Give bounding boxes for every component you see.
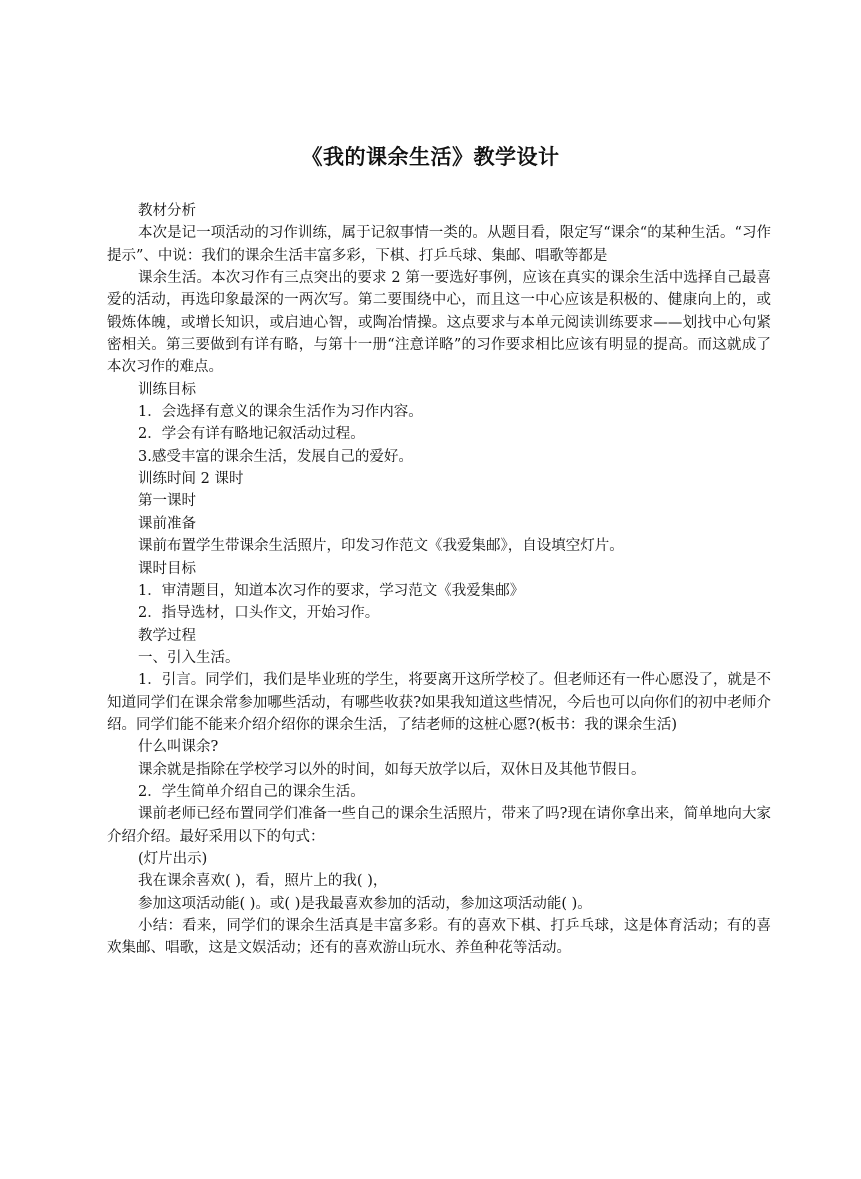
list-item: 1．审清题目，知道本次习作的要求，学习范文《我爱集邮》 [138, 582, 525, 599]
list-item: 2．学生简单介绍自己的课余生活。 [138, 783, 365, 800]
section-heading-lesson-goals: 课时目标 [138, 560, 196, 577]
paragraph: 1．引言。同学们，我们是毕业班的学生，将要离开这所学校了。但老师还有一件心愿没了，就是不知道同学们在课余常参加哪些活动，有哪些收获?如果我知道这些情况，今后也可以向你们的初中老师介绍。同学们能不能来介绍介绍你的课余生活，了结老师的这桩心愿?(板书：我的课余生活) [107, 672, 771, 733]
section-heading-textbook-analysis: 教材分析 [138, 203, 196, 219]
document-body [107, 200, 771, 960]
list-item: 1．会选择有意义的课余生活作为习作内容。 [138, 404, 423, 421]
list-item: 2．指导选材，口头作文，开始习作。 [138, 605, 380, 622]
paragraph: 我在课余喜欢( )，看，照片上的我( )， [138, 873, 388, 890]
subsection-heading: 一、引入生活。 [138, 649, 240, 666]
paragraph: 课余生活。本次习作有三点突出的要求 2 第一要选好事例，应该在真实的课余生活中选择自己最喜爱的活动，再选印象最深的一两次写。第二要围绕中心，而且这一中心应该是积极的、健康向上的，或锻炼体魄，或增长知识，或启迪心智，或陶冶情操。这点要求与本单元阅读训练要求——划找中心句紧密相关。第三要做到有详有略，与第十一册“注意详略”的习作要求相比应该有明显的提高。而这就成了本次习作的难点。 [107, 270, 771, 376]
list-item: 2．学会有详有略地记叙活动过程。 [138, 426, 365, 443]
list-item: 3.感受丰富的课余生活，发展自己的爱好。 [138, 448, 413, 465]
paragraph: 课余就是指除在学校学习以外的时间，如每天放学以后，双休日及其他节假日。 [138, 761, 646, 778]
paragraph: 课前老师已经布置同学们准备一些自己的课余生活照片，带来了吗?现在请你拿出来，简单地向大家介绍介绍。最好采用以下的句式： [107, 806, 771, 845]
section-heading-teaching-process: 教学过程 [138, 627, 196, 644]
paragraph: 什么叫课余? [138, 739, 219, 756]
paragraph: (灯片出示) [138, 850, 208, 867]
section-heading-first-lesson: 第一课时 [138, 493, 196, 510]
paragraph: 课前布置学生带课余生活照片，印发习作范文《我爱集邮》，自设填空灯片。 [138, 538, 624, 555]
section-heading-training-goals: 训练目标 [138, 381, 196, 398]
document-title: 《我的课余生活》教学设计 [301, 144, 560, 169]
section-heading-preparation: 课前准备 [138, 515, 196, 532]
paragraph: 参加这项活动能( )。或( )是我最喜欢参加的活动，参加这项活动能( )。 [138, 895, 592, 912]
section-heading-training-time: 训练时间 2 课时 [138, 471, 244, 488]
paragraph: 小结：看来，同学们的课余生活真是丰富多彩。有的喜欢下棋、打乒乓球，这是体育活动；有的喜欢集邮、唱歌，这是文娱活动；还有的喜欢游山玩水、养鱼种花等活动。 [107, 918, 771, 957]
paragraph: 本次是记一项活动的习作训练，属于记叙事情一类的。从题目看，限定写“课余“的某种生活。“习作提示”、中说：我们的课余生活丰富多彩，下棋、打乒乓球、集邮、唱歌等都是 [107, 225, 771, 264]
